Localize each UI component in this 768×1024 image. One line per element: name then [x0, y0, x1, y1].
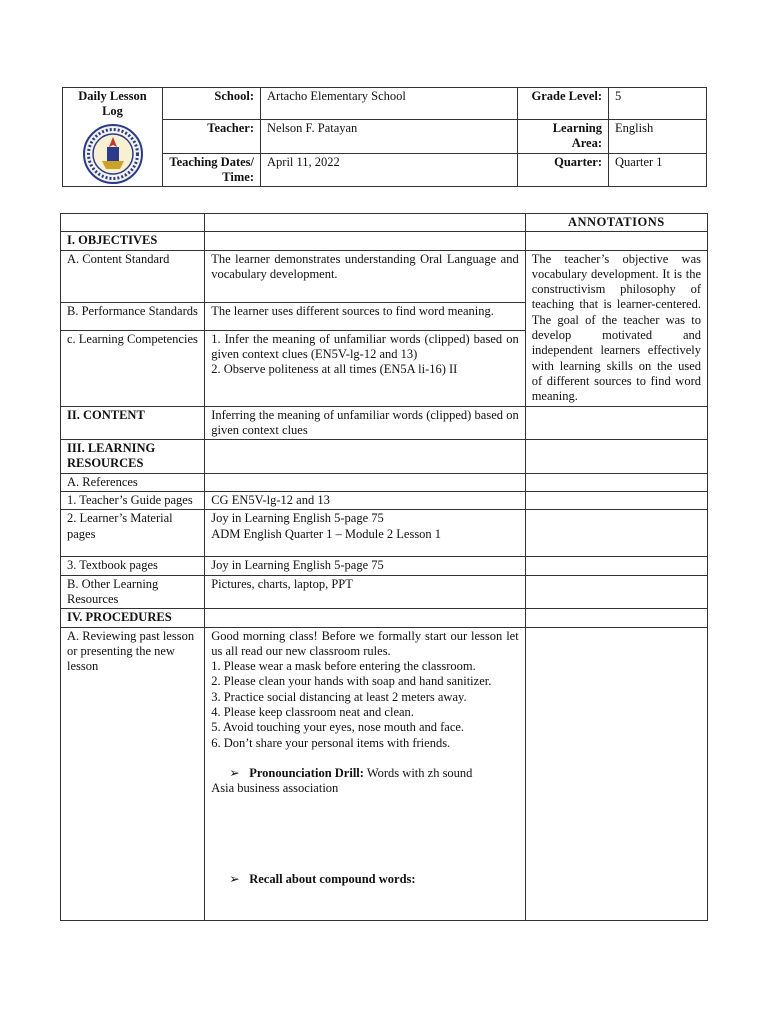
tb-value: Joy in Learning English 5-page 75	[205, 557, 525, 575]
empty-cell	[525, 232, 707, 250]
school-value: Artacho Elementary School	[261, 88, 518, 120]
rule-item: 4. Please keep classroom neat and clean.	[211, 705, 414, 720]
review-label: A. Reviewing past lesson or presenting the new lesson	[61, 627, 205, 920]
deped-seal-icon	[82, 123, 144, 185]
competencies-label: c. Learning Competencies	[61, 330, 205, 406]
empty-cell	[205, 473, 525, 491]
drill-value: Words with zh sound	[366, 765, 473, 780]
quarter-label: Quarter:	[518, 153, 609, 187]
empty-cell	[205, 609, 525, 627]
tg-value: CG EN5V-lg-12 and 13	[205, 492, 525, 510]
empty-cell	[525, 557, 707, 575]
rule-item: 2. Please clean your hands with soap and hand sanitizer.	[211, 674, 492, 689]
content-value: Inferring the meaning of unfamiliar words (clipped) based on given context clues	[205, 406, 525, 440]
rule-item: 1. Please wear a mask before entering the classroom.	[211, 659, 476, 674]
arrow-bullet-icon: ➢	[229, 871, 240, 886]
empty-cell	[205, 440, 525, 474]
references-label: A. References	[61, 473, 205, 491]
rule-item: 6. Don’t share your personal items with friends.	[211, 735, 451, 750]
performance-label: B. Performance Standards	[61, 302, 205, 330]
resources-heading: III. LEARNING RESOURCES	[61, 440, 205, 474]
other-value: Pictures, charts, laptop, PPT	[205, 575, 525, 609]
empty-cell	[61, 214, 205, 232]
empty-cell	[205, 214, 525, 232]
header-table	[62, 87, 707, 187]
teacher-label: Teacher:	[163, 120, 261, 154]
quarter-value: Quarter 1	[609, 153, 707, 187]
empty-cell	[525, 627, 707, 920]
lm-cell	[205, 510, 525, 557]
content-standard-label: A. Content Standard	[61, 250, 205, 302]
review-cell	[205, 627, 525, 920]
empty-cell	[525, 473, 707, 491]
competencies-cell	[205, 330, 525, 406]
content-heading: II. CONTENT	[61, 406, 205, 440]
procedures-heading: IV. PROCEDURES	[61, 609, 205, 627]
lm-value-2: ADM English Quarter 1 – Module 2 Lesson 1	[211, 526, 442, 541]
school-label: School:	[163, 88, 261, 120]
lm-value-1: Joy in Learning English 5-page 75	[211, 511, 384, 526]
competency-2: 2. Observe politeness at all times (EN5A li-16) II	[211, 362, 458, 377]
teacher-value: Nelson F. Patayan	[261, 120, 518, 154]
empty-cell	[525, 575, 707, 609]
recall-label: Recall about compound words:	[249, 871, 416, 886]
empty-cell	[205, 232, 525, 250]
area-value: English	[609, 120, 707, 154]
doc-title: Daily Lesson Log	[78, 89, 147, 119]
annotation-text: The teacher’s objective was vocabulary development. It is the constructivism philosophy of teaching that is learner-centered. The goal of the teacher was to develop motivated and independent learners effectively with learning skills on the used of different sources to find word meaning.	[525, 250, 707, 406]
empty-cell	[525, 609, 707, 627]
annotations-header: ANNOTATIONS	[525, 214, 707, 232]
tb-label: 3. Textbook pages	[61, 557, 205, 575]
performance-value: The learner uses different sources to find word meaning.	[205, 302, 525, 330]
review-intro: Good morning class! Before we formally start our lesson let us all read our new classroom rules.	[211, 628, 519, 658]
competency-1: 1. Infer the meaning of unfamiliar words (clipped) based on given context clues (EN5V-lg-12 and 13)	[211, 331, 519, 362]
rule-item: 3. Practice social distancing at least 2 meters away.	[211, 689, 467, 704]
lm-label: 2. Learner’s Material pages	[61, 510, 205, 557]
content-standard-value: The learner demonstrates understanding Oral Language and vocabulary development.	[205, 250, 525, 302]
lesson-table	[60, 213, 708, 921]
empty-cell	[525, 406, 707, 440]
rule-item: 5. Avoid touching your eyes, nose mouth and face.	[211, 720, 465, 735]
drill-line	[211, 766, 518, 781]
dates-value: April 11, 2022	[261, 153, 518, 187]
grade-value: 5	[609, 88, 707, 120]
area-label: Learning Area:	[518, 120, 609, 154]
empty-cell	[525, 510, 707, 557]
dates-label: Teaching Dates/ Time:	[163, 153, 261, 187]
empty-cell	[525, 440, 707, 474]
tg-label: 1. Teacher’s Guide pages	[61, 492, 205, 510]
empty-cell	[525, 492, 707, 510]
recall-line	[211, 872, 518, 887]
arrow-bullet-icon: ➢	[229, 765, 240, 780]
drill-words: Asia business association	[211, 781, 339, 796]
grade-label: Grade Level:	[518, 88, 609, 120]
drill-label: Pronounciation Drill:	[249, 765, 364, 780]
other-label: B. Other Learning Resources	[61, 575, 205, 609]
title-cell	[63, 88, 163, 187]
objectives-heading: I. OBJECTIVES	[61, 232, 205, 250]
